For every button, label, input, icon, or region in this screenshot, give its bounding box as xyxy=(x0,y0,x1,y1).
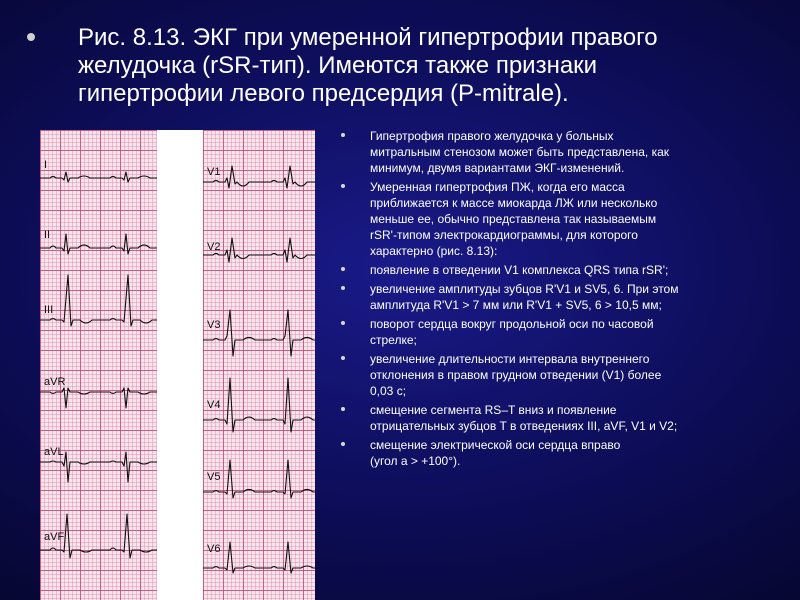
bullet-line: приближается к массе миокарда ЛЖ или несколько xyxy=(370,196,658,210)
bullet-line: Гипертрофия правого желудочка у больных xyxy=(370,129,614,143)
ecg-limb-traces xyxy=(40,130,157,600)
ecg-trace-lead-iii xyxy=(40,275,157,326)
bullet-dot-icon xyxy=(341,267,345,271)
bullet-list xyxy=(338,128,788,472)
bullet-dot-icon xyxy=(341,184,345,188)
ecg-trace-lead-avr xyxy=(40,388,157,408)
bullet-dot-icon xyxy=(341,356,345,360)
slide-title xyxy=(78,24,778,108)
bullet-line: меньше ее, обычно представлена так называемым xyxy=(370,212,657,226)
list-item xyxy=(338,402,788,434)
ecg-strip-limb-leads xyxy=(40,130,157,600)
ecg-strip-chest-leads xyxy=(203,130,315,600)
ecg-trace-lead-ii xyxy=(40,234,157,254)
bullet-line: амплитуда R'V1 > 7 мм или R'V1 + SV5, 6 > 10,5 мм; xyxy=(370,298,662,312)
list-item xyxy=(338,128,788,176)
lead-label: V2 xyxy=(207,241,221,253)
bullet-line: характерно (рис. 8.13): xyxy=(370,244,498,258)
lead-label: V1 xyxy=(207,166,221,178)
bullet-line: поворот сердца вокруг продольной оси по часовой xyxy=(370,317,654,331)
lead-label: aVR xyxy=(44,376,66,388)
bullet-line: стрелке; xyxy=(370,333,417,347)
ecg-separator xyxy=(157,130,203,600)
bullet-line: rSR'-типом электрокардиограммы, для которого xyxy=(370,228,638,242)
lead-label: III xyxy=(44,304,54,316)
bullet-line: смещение сегмента RS–T вниз и появление xyxy=(370,403,617,417)
list-item xyxy=(338,179,788,259)
bullet-dot-icon xyxy=(341,407,345,411)
lead-label: aVF xyxy=(44,531,65,543)
bullet-line: 0,03 с; xyxy=(370,384,407,398)
ecg-trace-lead-i xyxy=(40,172,157,182)
bullet-line: митральным стенозом может быть представлена, как xyxy=(370,145,670,159)
bullet-line: отрицательных зубцов T в отведениях III, aVF, V1 и V2; xyxy=(370,419,678,433)
lead-label: aVL xyxy=(44,446,64,458)
title-bullet-icon xyxy=(27,33,35,41)
ecg-trace-lead-v3 xyxy=(203,310,315,356)
list-item xyxy=(338,351,788,399)
bullet-dot-icon xyxy=(341,321,345,325)
title-line: гипертрофии левого предсердия (P-mitrale). xyxy=(78,80,569,107)
lead-label: I xyxy=(44,159,48,171)
bullet-dot-icon xyxy=(341,133,345,137)
bullet-line: отклонения в правом грудном отведении (V1) более xyxy=(370,368,662,382)
bullet-line: увеличение амплитуды зубцов R'V1 и SV5, 6. При этом xyxy=(370,282,679,296)
ecg-chest-traces xyxy=(203,130,315,600)
lead-label: II xyxy=(44,229,51,241)
bullet-dot-icon xyxy=(341,442,345,446)
list-item xyxy=(338,281,788,313)
list-item xyxy=(338,437,788,469)
bullet-line: появление в отведении V1 комплекса QRS типа rSR'; xyxy=(370,263,669,277)
title-line: желудочка (rSR-тип). Имеются также признаки xyxy=(78,52,598,79)
list-item xyxy=(338,316,788,348)
bullet-line: увеличение длительности интервала внутреннего xyxy=(370,352,650,366)
bullet-dot-icon xyxy=(341,286,345,290)
title-line: Рис. 8.13. ЭКГ при умеренной гипертрофии правого xyxy=(78,24,658,51)
lead-label: V6 xyxy=(207,543,221,555)
bullet-line: минимум, двумя вариантами ЭКГ-изменений. xyxy=(370,161,625,175)
bullet-line: смещение электрической оси сердца вправо xyxy=(370,438,621,452)
bullet-line: Умеренная гипертрофия ПЖ, когда его масса xyxy=(370,180,625,194)
lead-label: V3 xyxy=(207,319,221,331)
lead-label: V4 xyxy=(207,399,221,411)
lead-label: V5 xyxy=(207,471,221,483)
list-item xyxy=(338,262,788,278)
bullet-line: (угол a > +100°). xyxy=(370,454,461,468)
